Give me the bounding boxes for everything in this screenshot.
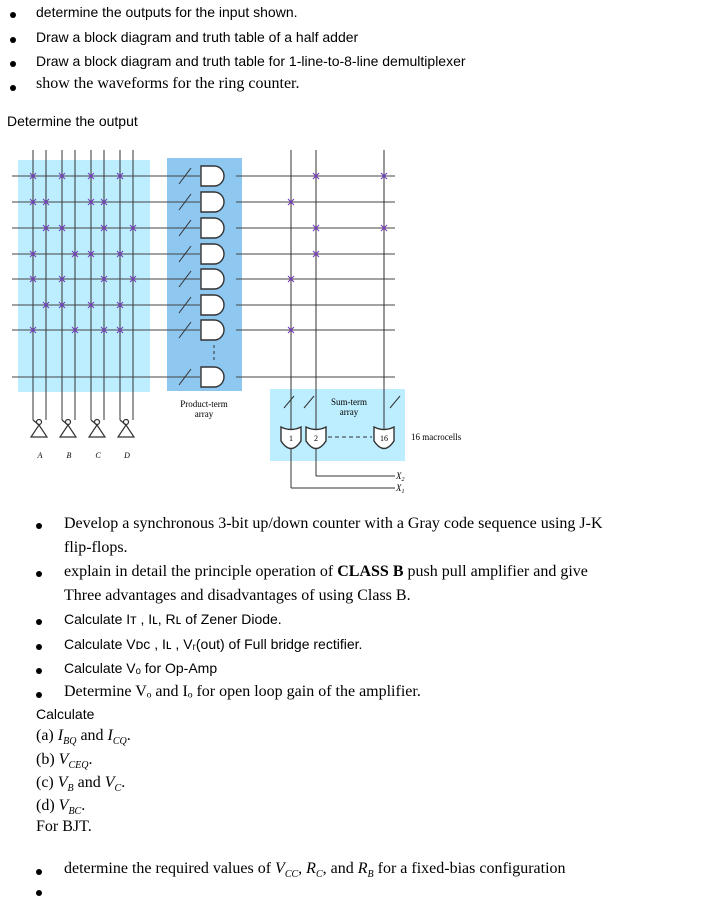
gate-number-1: 1	[289, 434, 293, 443]
question-zener: Calculate Iᴛ , Iʟ, Rʟ of Zener Diode.	[64, 611, 282, 627]
for-bjt: For BJT.	[36, 818, 92, 835]
bullet-dot	[36, 619, 42, 625]
bullet-dot	[36, 668, 42, 674]
item-a: (a) $I_{BQ}$ and $I_{CQ}$.	[36, 727, 131, 748]
bullet-dot	[36, 644, 42, 650]
question-fixed-bias: determine the required values of $V_{CC}$, $R_C$, and $R_B$ for a fixed-bias configuration	[64, 860, 566, 881]
bullet-dot	[10, 37, 16, 43]
input-label-c: C	[95, 451, 101, 460]
macrocells-label: 16 macrocells	[411, 432, 462, 442]
question-demultiplexer: Draw a block diagram and truth table for 1-line-to-8-line demultiplexer	[36, 53, 466, 69]
bullet-dot	[10, 85, 16, 91]
item-c: (c) $V_B$ and $V_C$.	[36, 774, 126, 795]
question-outputs: determine the outputs for the input shown.	[36, 4, 298, 20]
bullet-dot	[36, 890, 42, 896]
bullet-dot	[36, 523, 42, 529]
sum-array-label-2: array	[339, 407, 359, 417]
input-buffers	[31, 420, 134, 438]
question-gray-counter: Develop a synchronous 3-bit up/down counter with a Gray code sequence using J-K	[64, 515, 603, 532]
bullet-dot	[36, 692, 42, 698]
bullet-dot	[36, 571, 42, 577]
pld-diagram	[0, 140, 719, 510]
question-bridge-rectifier: Calculate Vᴅᴄ , Iʟ , Vᵣ(out) of Full bridge rectifier.	[64, 636, 363, 652]
item-b: (b) $V_{CEQ}$.	[36, 751, 93, 772]
input-label-a: A	[37, 451, 43, 460]
gate-number-2: 2	[314, 434, 318, 443]
question-open-loop: Determine Vₒ and Iₒ for open loop gain of the amplifier.	[64, 683, 421, 700]
section-heading: Determine the output	[7, 113, 138, 129]
question-op-amp: Calculate Vₒ for Op-Amp	[64, 660, 218, 676]
product-array-label-2: array	[194, 409, 214, 419]
input-label-b: B	[66, 451, 72, 460]
output-lines	[291, 476, 395, 488]
question-ring-counter: show the waveforms for the ring counter.	[36, 75, 300, 92]
question-class-b-cont: Three advantages and disadvantages of using Class B.	[64, 587, 411, 604]
question-class-b: explain in detail the principle operation of CLASS B push pull amplifier and give	[64, 563, 588, 580]
question-gray-counter-cont: flip-flops.	[64, 539, 128, 556]
sum-array-label: Sum-term	[331, 397, 367, 407]
bullet-dot	[36, 869, 42, 875]
output-label-x2: $X_2$	[396, 471, 405, 483]
item-d: (d) $V_{BC}$.	[36, 797, 86, 818]
product-array-label: Product-term	[180, 399, 228, 409]
input-label-d: D	[124, 451, 130, 460]
output-label-x1: $X_1$	[396, 483, 405, 495]
bullet-dot	[10, 61, 16, 67]
calculate-label: Calculate	[36, 706, 95, 722]
bullet-dot	[10, 12, 16, 18]
gate-number-16: 16	[380, 434, 388, 443]
question-half-adder: Draw a block diagram and truth table of a half adder	[36, 29, 359, 45]
